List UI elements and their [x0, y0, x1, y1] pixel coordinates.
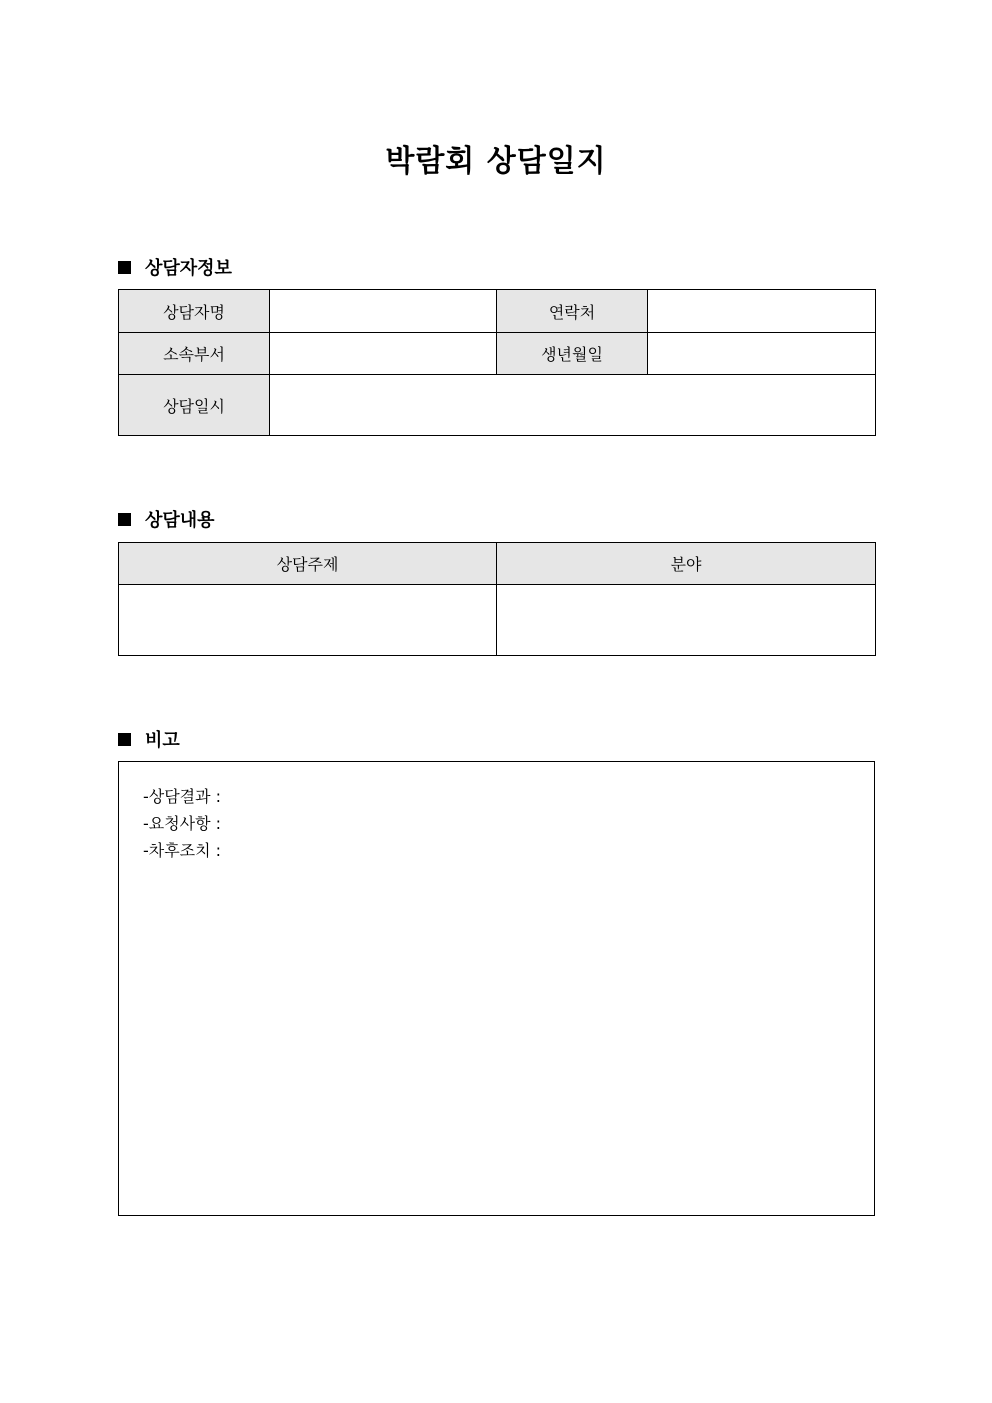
square-bullet-icon [118, 261, 131, 274]
label-department: 소속부서 [119, 333, 270, 375]
field-topic[interactable] [119, 585, 497, 656]
section-heading-label: 비고 [145, 730, 180, 751]
section-heading-remarks [118, 726, 180, 752]
section-heading-content [118, 506, 215, 532]
remarks-line-request: -요청사항 : [143, 814, 222, 833]
field-contact[interactable] [648, 290, 876, 333]
square-bullet-icon [118, 513, 131, 526]
square-bullet-icon [118, 733, 131, 746]
field-datetime[interactable] [270, 375, 876, 436]
remarks-line-followup: -차후조치 : [143, 841, 222, 860]
label-birth: 생년월일 [497, 333, 648, 375]
label-name: 상담자명 [119, 290, 270, 333]
section-heading-info [118, 254, 232, 280]
page-title: 박람회 상담일지 [385, 144, 607, 179]
section-heading-label: 상담내용 [145, 510, 215, 531]
content-table [118, 542, 876, 656]
label-datetime: 상담일시 [119, 375, 270, 436]
field-name[interactable] [270, 290, 497, 333]
info-table [118, 289, 876, 436]
field-field[interactable] [497, 585, 876, 656]
remarks-box[interactable] [118, 761, 875, 1216]
field-birth[interactable] [648, 333, 876, 375]
field-department[interactable] [270, 333, 497, 375]
header-topic: 상담주제 [119, 543, 497, 585]
section-heading-label: 상담자정보 [145, 258, 232, 279]
remarks-line-result: -상담결과 : [143, 787, 222, 806]
label-contact: 연락처 [497, 290, 648, 333]
header-field: 분야 [497, 543, 876, 585]
